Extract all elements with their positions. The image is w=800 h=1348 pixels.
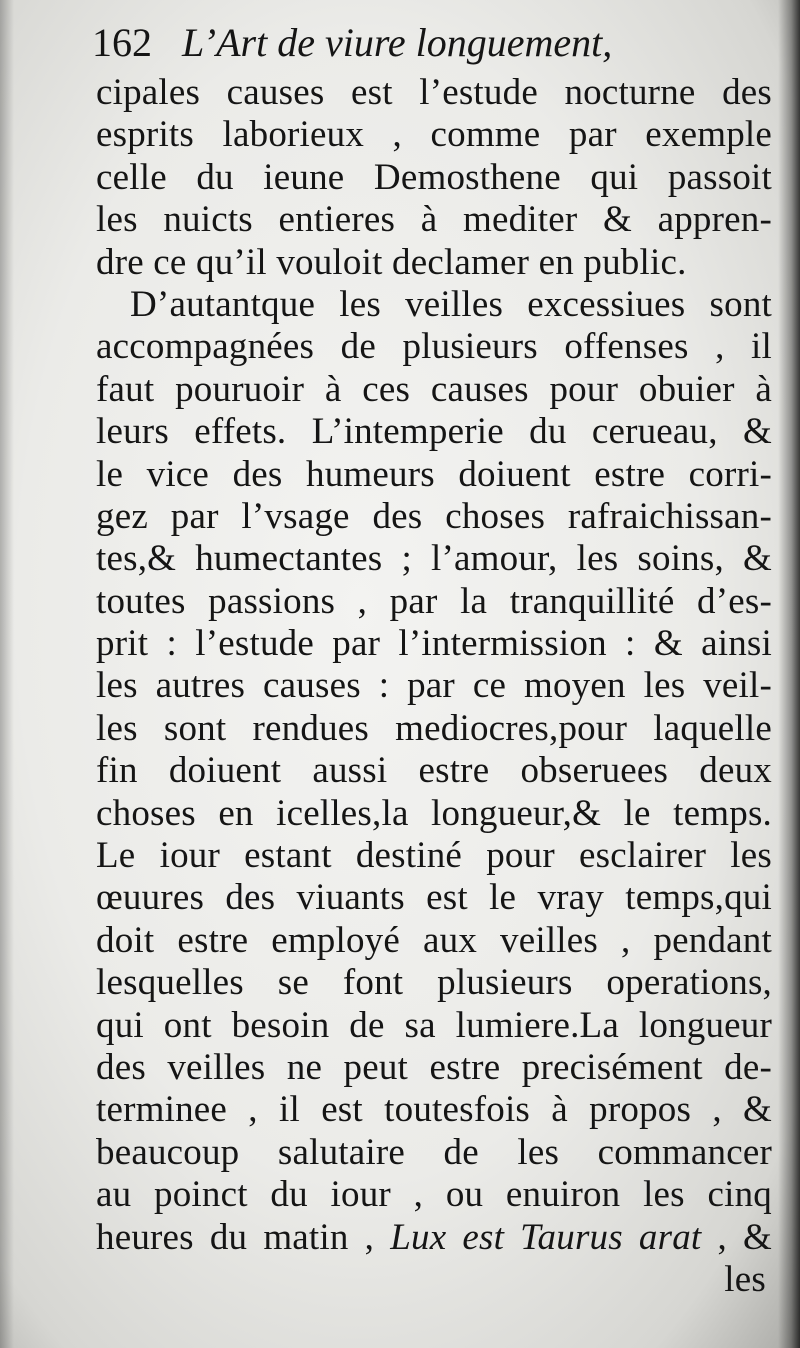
text-line: doit estre employé aux veilles , pendant <box>96 919 772 961</box>
catchword: les <box>724 1258 766 1300</box>
text-line-with-quotation <box>96 1217 772 1259</box>
text-line: faut pouruoir à ces causes pour obuier à <box>96 368 772 410</box>
line-roman-end: , & <box>717 1216 773 1258</box>
running-title: L’Art de viure longuement, <box>182 20 613 65</box>
text-line: esprits laborieux , comme par exemple <box>96 114 772 156</box>
text-line: celle du ieune Demosthene qui passoit <box>96 156 772 198</box>
text-line: les nuicts entieres à mediter & appren- <box>96 199 772 241</box>
text-line: prit : l’estude par l’intermission : & ainsi <box>96 623 772 665</box>
body-text <box>96 72 772 1301</box>
running-head <box>92 14 752 72</box>
line-roman-start: heures du matin , <box>96 1216 375 1258</box>
text-line: qui ont besoin de sa lumiere.La longueur <box>96 1004 772 1046</box>
text-line: leurs effets. L’intemperie du cerueau, & <box>96 411 772 453</box>
page-number: 162 <box>92 20 152 65</box>
text-line: lesquelles se font plusieurs operations, <box>96 962 772 1004</box>
text-line: les autres causes : par ce moyen les veil- <box>96 665 772 707</box>
page-gutter-shadow <box>0 0 14 1348</box>
text-line: les sont rendues mediocres,pour laquelle <box>96 707 772 749</box>
text-line: accompagnées de plusieurs offenses , il <box>96 326 772 368</box>
text-line: choses en icelles,la longueur,& le temps. <box>96 792 772 834</box>
text-line: terminee , il est toutesfois à propos , & <box>96 1089 772 1131</box>
text-line: au poinct du iour , ou enuiron les cinq <box>96 1174 772 1216</box>
page-edge-shadow <box>778 0 800 1348</box>
paragraph-first-line: D’autantque les veilles excessiues sont <box>130 283 772 325</box>
text-line: beaucoup salutaire de les commancer <box>96 1131 772 1173</box>
text-line: des veilles ne peut estre precisément de- <box>96 1046 772 1088</box>
text-line: cipales causes est l’estude nocturne des <box>96 72 772 113</box>
text-line: Le iour estant destiné pour esclairer les <box>96 835 772 877</box>
text-line: gez par l’vsage des choses rafraichissan- <box>96 495 772 537</box>
text-line: fin doiuent aussi estre obseruees deux <box>96 750 772 792</box>
text-line: dre ce qu’il vouloit declamer en public. <box>96 241 687 283</box>
text-line: tes,& humectantes ; l’amour, les soins, & <box>96 538 772 580</box>
text-line: le vice des humeurs doiuent estre corri- <box>96 453 772 495</box>
text-line: œuures des viuants est le vray temps,qui <box>96 877 772 919</box>
text-line: toutes passions , par la tranquillité d’es- <box>96 580 772 622</box>
latin-quotation: Lux est Taurus arat <box>390 1216 702 1258</box>
